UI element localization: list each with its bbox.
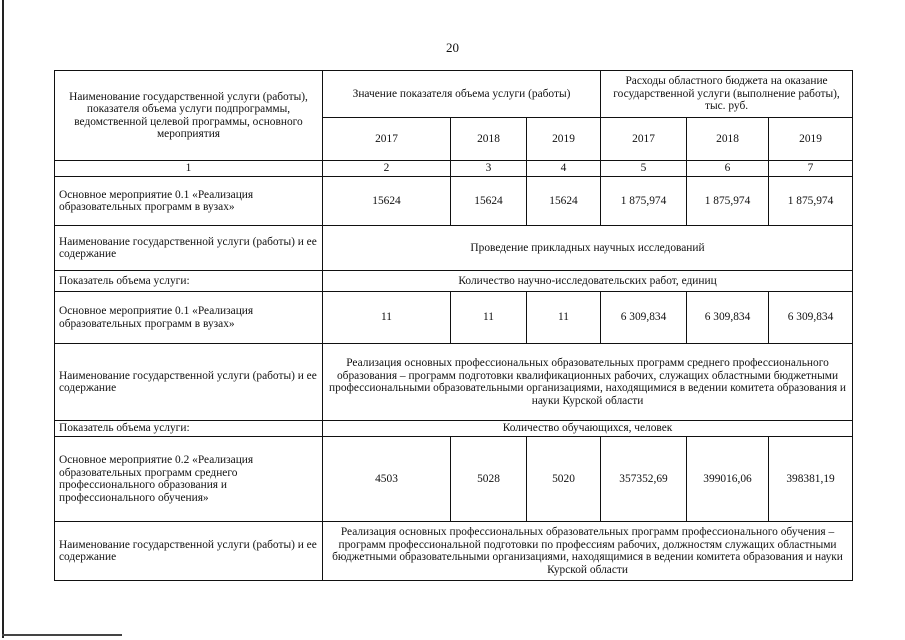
header-expense-group: Расходы областного бюджета на оказание государственной услуги (выполнение работы), тыс. руб. [601,71,853,118]
header-name-column: Наименование государственной услуги (работы), показателя объема услуги подпрограммы, ведомственной целевой программы, основного мероприятия [55,71,323,161]
cell-value: 357352,69 [601,437,687,522]
column-number: 6 [687,161,769,177]
cell-value: 398381,19 [769,437,853,522]
row-label: Наименование государственной услуги (работы) и ее содержание [55,344,323,421]
cell-value: 15624 [451,177,527,226]
cell-value: 6 309,834 [601,292,687,344]
column-number-row [55,161,853,177]
indicator-description: Количество обучающихся, человек [323,421,853,437]
cell-value: 15624 [527,177,601,226]
header-year: 2017 [601,118,687,161]
cell-value: 1 875,974 [687,177,769,226]
indicator-description: Количество научно-исследовательских работ, единиц [323,271,853,292]
row-label: Основное мероприятие 0.1 «Реализация образовательных программ в вузах» [55,292,323,344]
cell-value: 6 309,834 [769,292,853,344]
cell-value: 11 [323,292,451,344]
table-row [55,226,853,271]
table-row [55,344,853,421]
header-year: 2019 [527,118,601,161]
header-year: 2017 [323,118,451,161]
table-row [55,292,853,344]
row-label: Основное мероприятие 0.1 «Реализация образовательных программ в вузах» [55,177,323,226]
table-row [55,522,853,581]
cell-value: 5020 [527,437,601,522]
table-row [55,177,853,226]
column-number: 7 [769,161,853,177]
bottom-margin-rule [2,634,122,636]
page-number: 20 [446,40,459,55]
table-row [55,271,853,292]
cell-value: 4503 [323,437,451,522]
header-year: 2018 [687,118,769,161]
table-row [55,421,853,437]
header-year: 2018 [451,118,527,161]
column-number: 2 [323,161,451,177]
cell-value: 11 [451,292,527,344]
row-label: Показатель объема услуги: [55,271,323,292]
cell-value: 15624 [323,177,451,226]
service-description: Реализация основных профессиональных образовательных программ среднего профессионального образования – программ подготовки квалификационных рабочих, служащих областными бюджетными профессиональными образовательными организациями, находящимися в ведении комитета образования и науки Курской области [323,344,853,421]
service-description: Проведение прикладных научных исследований [323,226,853,271]
services-table [54,70,853,581]
header-row-1 [55,71,853,118]
column-number: 3 [451,161,527,177]
column-number: 5 [601,161,687,177]
row-label: Показатель объема услуги: [55,421,323,437]
left-margin-rule [2,0,4,638]
cell-value: 11 [527,292,601,344]
column-number: 1 [55,161,323,177]
table-row [55,437,853,522]
header-value-group: Значение показателя объема услуги (работы) [323,71,601,118]
cell-value: 1 875,974 [769,177,853,226]
cell-value: 399016,06 [687,437,769,522]
header-year: 2019 [769,118,853,161]
service-description: Реализация основных профессиональных образовательных программ профессионального обучения – программ профессиональной подготовки по профессиям рабочих, должностям служащих областными бюджетными образовательными организациями, находящимися в ведении комитета образования и науки Курской области [323,522,853,581]
row-label: Основное мероприятие 0.2 «Реализация образовательных программ среднего профессионального образования и профессионального обучения» [55,437,323,522]
row-label: Наименование государственной услуги (работы) и ее содержание [55,522,323,581]
row-label: Наименование государственной услуги (работы) и ее содержание [55,226,323,271]
column-number: 4 [527,161,601,177]
cell-value: 1 875,974 [601,177,687,226]
cell-value: 6 309,834 [687,292,769,344]
cell-value: 5028 [451,437,527,522]
